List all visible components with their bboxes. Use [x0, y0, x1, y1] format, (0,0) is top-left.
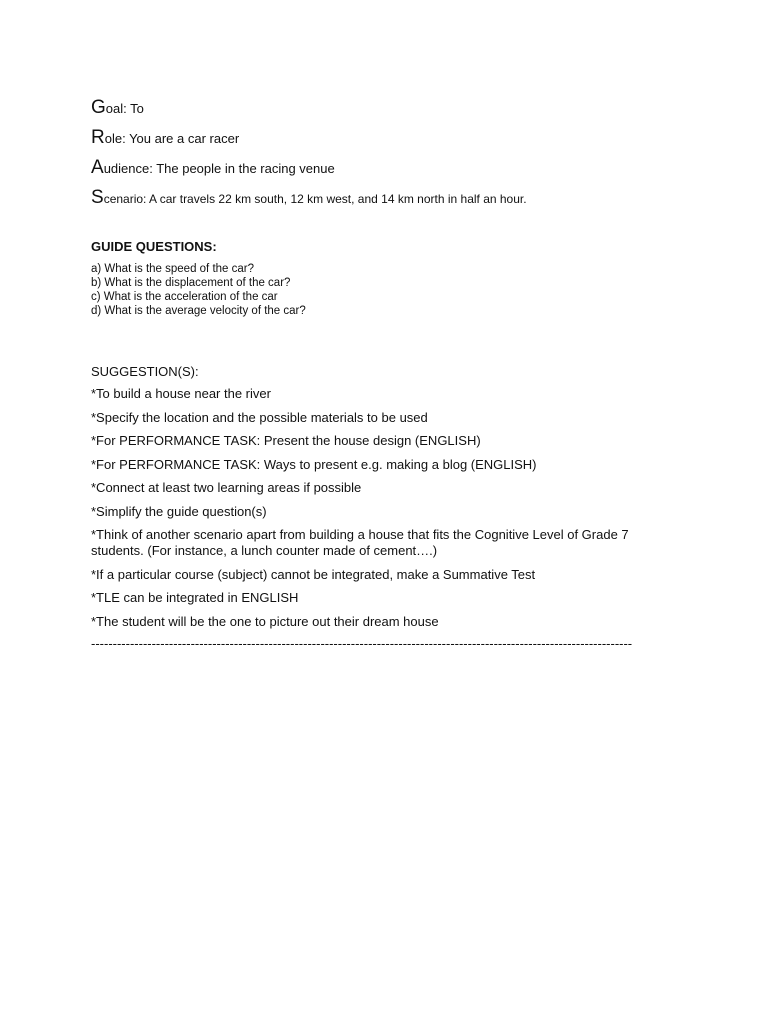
- suggestions-list: [91, 386, 681, 637]
- audience-text: udience: The people in the racing venue: [103, 161, 335, 176]
- audience-initial: A: [91, 157, 104, 178]
- grass-section: [91, 96, 711, 216]
- suggestion-item: *Simplify the guide question(s): [91, 503, 267, 519]
- role-initial: R: [91, 127, 105, 148]
- suggestion-item: *If a particular course (subject) cannot be integrated, make a Summative Test: [91, 566, 536, 582]
- guide-question-c: c) What is the acceleration of the car: [91, 291, 278, 303]
- suggestion-item: *For PERFORMANCE TASK: Present the house design (ENGLISH): [91, 433, 481, 448]
- suggestion-item: *To build a house near the river: [91, 386, 271, 401]
- guide-question-a: a) What is the speed of the car?: [91, 263, 255, 275]
- scenario-text: cenario: A car travels 22 km south, 12 km west, and 14 km north in half an hour.: [103, 192, 527, 206]
- guide-question-d: d) What is the average velocity of the car?: [91, 305, 306, 317]
- suggestion-item: *For PERFORMANCE TASK: Ways to present e.g. making a blog (ENGLISH): [91, 456, 537, 472]
- suggestion-item: *The student will be the one to picture out their dream house: [91, 613, 439, 629]
- dashed-divider: -----------------------------------------------------------------------------------------------------------------------------: [91, 636, 633, 651]
- scenario-initial: S: [91, 187, 104, 208]
- goal-initial: G: [91, 97, 106, 118]
- role-line: [91, 126, 711, 156]
- goal-line: [91, 96, 711, 126]
- suggestions-heading: SUGGESTION(S):: [91, 364, 199, 379]
- guide-question-b: b) What is the displacement of the car?: [91, 277, 291, 289]
- scenario-line: [91, 186, 711, 216]
- suggestion-item: *Think of another scenario apart from building a house that fits the Cognitive Level of Grade 7 students. (For instance, a lunch counter made of cement….): [91, 527, 629, 558]
- goal-text: oal: To: [105, 101, 144, 116]
- suggestion-item: *TLE can be integrated in ENGLISH: [91, 590, 299, 605]
- guide-questions-heading: GUIDE QUESTIONS:: [91, 239, 217, 254]
- audience-line: [91, 156, 711, 186]
- guide-questions-list: [91, 262, 306, 318]
- role-text: ole: You are a car racer: [104, 131, 240, 146]
- suggestion-item: *Connect at least two learning areas if possible: [91, 480, 362, 495]
- suggestion-item: *Specify the location and the possible materials to be used: [91, 409, 428, 425]
